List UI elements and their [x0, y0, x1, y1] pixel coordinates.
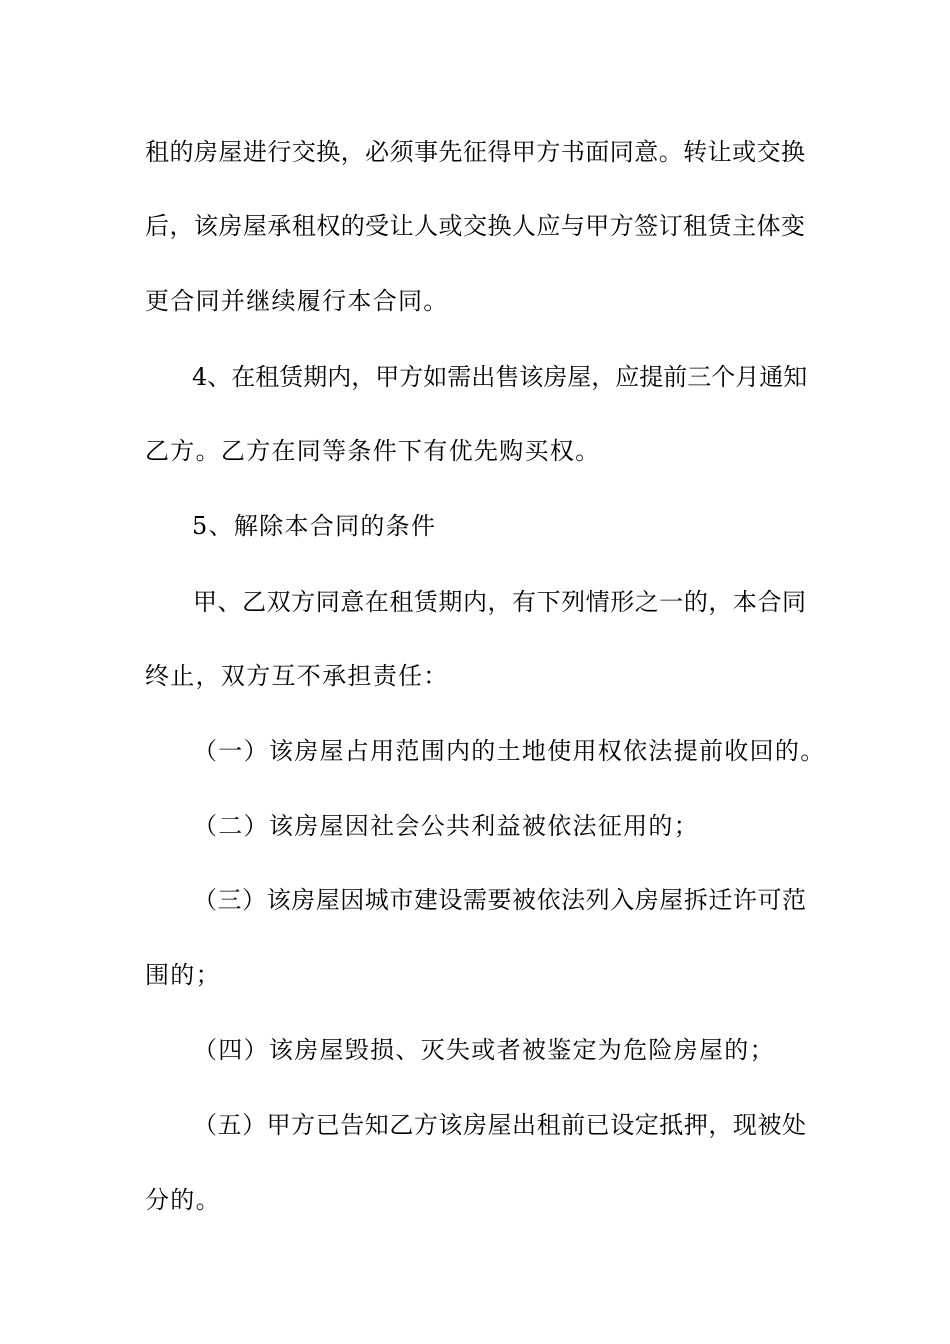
body-text-line: 后，该房屋承租权的受让人或交换人应与甲方签订租赁主体变 [145, 212, 805, 240]
condition-item-4: （四）该房屋毁损、灭失或者被鉴定为危险房屋的； [193, 1036, 775, 1064]
clause-4-line: 乙方。乙方在同等条件下有优先购买权。 [145, 437, 601, 465]
condition-item-5-continued: 分的。 [145, 1186, 221, 1214]
body-text-line: 租的房屋进行交换，必须事先征得甲方书面同意。转让或交换 [145, 138, 805, 166]
condition-item-1: （一）该房屋占用范围内的土地使用权依法提前收回的。 [193, 737, 826, 765]
condition-item-3: （三）该房屋因城市建设需要被依法列入房屋拆迁许可范 [193, 886, 806, 914]
condition-item-5: （五）甲方已告知乙方该房屋出租前已设定抵押，现被处 [193, 1111, 806, 1139]
body-text-line: 更合同并继续履行本合同。 [145, 287, 449, 315]
clause-5-heading: 5、解除本合同的条件 [192, 512, 437, 540]
condition-item-2: （二）该房屋因社会公共利益被依法征用的； [193, 812, 699, 840]
body-text-line: 终止，双方互不承担责任： [145, 662, 449, 690]
clause-4-line: 4、在租赁期内，甲方如需出售该房屋，应提前三个月通知 [192, 363, 808, 391]
body-text-line: 甲、乙双方同意在租赁期内，有下列情形之一的，本合同 [193, 588, 806, 616]
condition-item-3-continued: 围的； [145, 961, 221, 989]
